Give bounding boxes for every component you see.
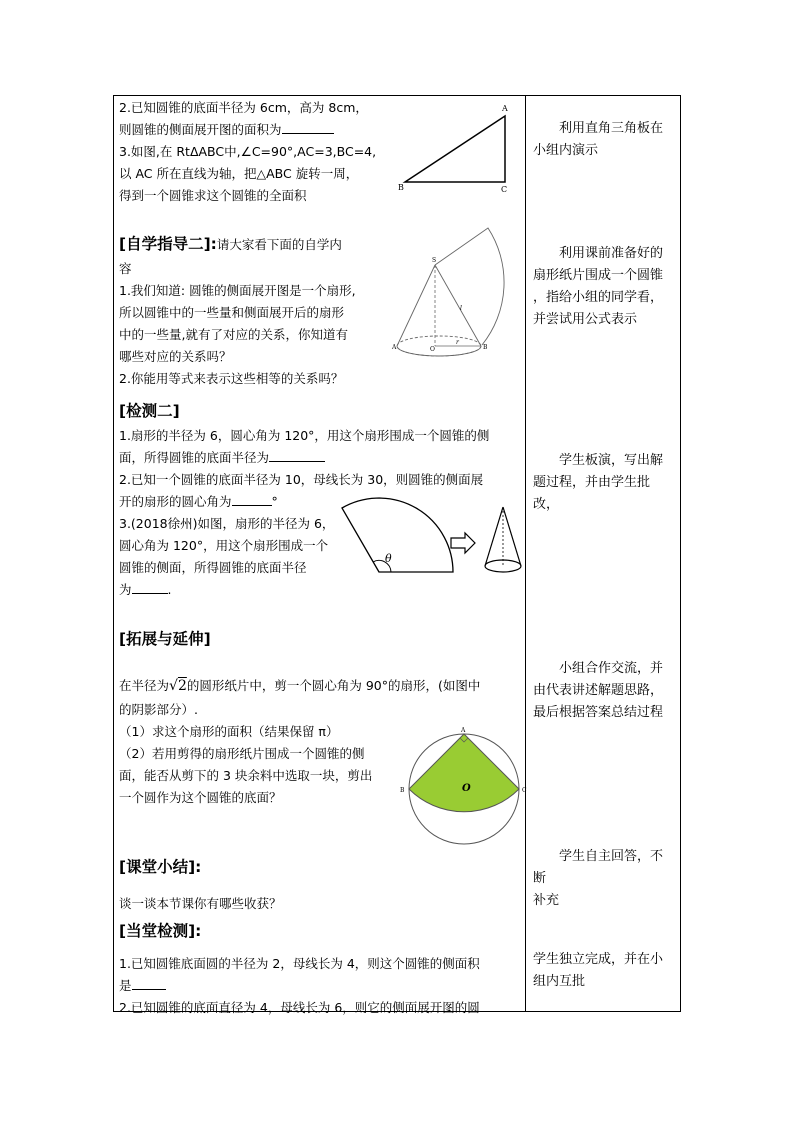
label-center: O [462, 783, 471, 794]
text-line: 1.我们知道: 圆锥的侧面展开图是一个扇形, [119, 283, 356, 298]
text-line: 面，能否从剪下的 3 块余料中选取一块，剪出 [119, 768, 373, 783]
text-line: 2.已知圆锥的底面半径为 6cm，高为 8cm， [119, 100, 368, 115]
activity-note-2: 利用课前准备好的 扇形纸片围成一个圆锥 ，指给小组的同学看， 并尝试用公式表示 [533, 246, 664, 327]
text-line: 谈一谈本节课你有哪些收获？ [119, 896, 282, 911]
label-c: C [501, 185, 508, 194]
text-line: 则圆锥的侧面展开图的面积为 [119, 122, 282, 137]
text-line: 1.已知圆锥底面圆的半径为 2，母线长为 4，则这个圆锥的侧面积 [119, 956, 480, 971]
label-base-right: B [483, 344, 488, 351]
section-heading: [课堂小结]: [119, 858, 202, 876]
activity-note-5: 学生自主回答，不断 补充 [533, 849, 664, 908]
label-apex: S [432, 257, 437, 264]
text-line: 2.你能用等式来表示这些相等的关系吗？ [119, 371, 344, 386]
text-line: 2.已知一个圆锥的底面半径为 10，母线长为 30，则圆锥的侧面展 [119, 472, 484, 487]
section-heading: [自学指导二]: [119, 235, 217, 253]
section-heading: [检测二] [119, 402, 180, 420]
answer-blank [132, 580, 168, 594]
text-line: 圆锥的侧面，所得圆锥的底面半径 [119, 560, 307, 575]
text-line: 中的一些量,就有了对应的关系，你知道有 [119, 327, 348, 342]
heading-tail: 请大家看下面的自学内 [216, 237, 342, 252]
sector-to-cone-figure [340, 500, 522, 582]
label-theta: θ [385, 552, 392, 565]
sqrt-symbol: √2 [169, 678, 187, 694]
text-line: 2.已知圆锥的底面直径为 4，母线长为 6，则它的侧面展开图的圆 [119, 1000, 480, 1015]
text-line: 1.扇形的半径为 6，圆心角为 120°，用这个扇形围成一个圆锥的侧 [119, 428, 490, 443]
text-line: 的圆形纸片中，剪一个圆心角为 90°的扇形，(如图中 [186, 678, 481, 693]
triangle-figure [395, 100, 515, 192]
section-heading: [当堂检测]: [119, 922, 202, 940]
text-line: 容 [119, 261, 132, 276]
summary-block [119, 853, 521, 915]
activity-note-1: 利用直角三角板在 小组内演示 [533, 121, 664, 158]
label-b: B [400, 787, 405, 794]
text-line: 为 [119, 582, 132, 597]
text-line: 是 [119, 978, 132, 993]
activity-note-6: 学生独立完成，并在小 组内互批 [533, 952, 664, 989]
activity-note-4: 小组合作交流，并 由代表讲述解题思路， 最后根据答案总结过程 [533, 661, 664, 720]
answer-blank [132, 976, 166, 990]
label-a: A [461, 727, 466, 734]
text-line: 以 AC 所在直线为轴，把△ABC 旋转一周， [119, 166, 359, 181]
period-mark: . [167, 582, 172, 597]
text-line: （2）若用剪得的扇形纸片围成一个圆锥的侧 [119, 746, 365, 761]
label-a: A [502, 104, 508, 113]
text-line: 一个圆作为这个圆锥的底面？ [119, 790, 282, 805]
answer-blank [232, 492, 272, 506]
label-radius: r [456, 339, 459, 346]
activity-note-3: 学生板演，写出解 题过程，并由学生批改， [533, 453, 664, 512]
label-slant: l [460, 305, 462, 312]
circle-sector-figure [398, 724, 528, 846]
text-line: 所以圆锥中的一些量和侧面展开后的扇形 [119, 305, 345, 320]
column-divider [525, 95, 526, 1012]
cone-net-figure [392, 225, 524, 355]
text-line: 面，所得圆锥的底面半径为 [119, 450, 270, 465]
text-line: 的阴影部分）. [119, 702, 198, 717]
text-line: 哪些对应的关系吗？ [119, 349, 232, 364]
answer-blank [269, 448, 325, 462]
section-heading: [拓展与延伸] [119, 630, 211, 648]
label-c: C [522, 787, 527, 794]
text-line: 圆心角为 120°，用这个扇形围成一个 [119, 538, 329, 553]
text-line: 3.如图,在 RtΔABC中,∠C=90°,AC=3,BC=4, [119, 144, 377, 159]
text-line: 3.(2018徐州)如图，扇形的半径为 6， [119, 516, 335, 531]
text-line: 开的扇形的圆心角为 [119, 494, 232, 509]
label-b: B [398, 183, 404, 192]
label-base-left: A [392, 344, 397, 351]
text-line: 在半径为 [119, 678, 170, 693]
in-class-test-block [119, 917, 521, 1019]
answer-blank [282, 120, 334, 134]
text-line: 得到一个圆锥求这个圆锥的全面积 [119, 188, 307, 203]
label-center: O [430, 346, 435, 353]
degree-mark: ° [271, 494, 278, 509]
text-line: （1）求这个扇形的面积（结果保留 π） [119, 724, 339, 739]
